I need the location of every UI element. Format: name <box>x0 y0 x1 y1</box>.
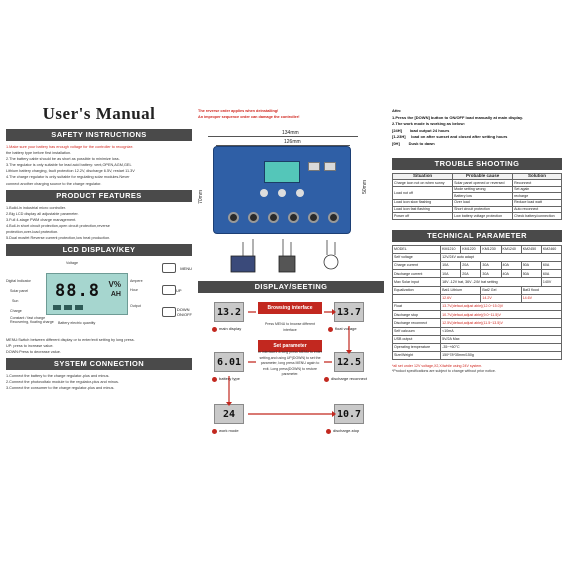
table-cell <box>393 294 441 302</box>
table-cell: Battery low <box>453 193 513 200</box>
attn-title: Attn: <box>392 108 402 113</box>
lcd-status-icons <box>53 305 123 311</box>
table-cell: Charge icon not on when sunny <box>393 180 453 187</box>
screen-discharge-stop: 10.7 <box>334 404 364 424</box>
wires <box>243 239 335 256</box>
screen-work-mode: 24 <box>214 404 244 424</box>
table-row <box>393 180 562 187</box>
table-header: Situation <box>393 173 453 180</box>
table-cell: 20A <box>461 262 481 270</box>
solar-icon <box>53 305 61 310</box>
table-cell: 13.7V(defaut,adjust able)(12.0~15.0)V <box>441 303 562 311</box>
table-cell: 14.2V <box>481 294 521 302</box>
key-note: DOWN:Press to decrease value. <box>6 350 61 355</box>
table-cell: Reduce load watt <box>513 199 562 206</box>
menu-button[interactable] <box>260 189 268 197</box>
features-heading: PRODUCT FEATURES <box>6 190 192 202</box>
caption-battery-type: battery type <box>212 376 240 381</box>
caption-main-display: main display <box>212 326 241 331</box>
right-column <box>392 100 562 475</box>
table-cell: Equalization <box>393 286 441 294</box>
table-cell: Low battery voltage protection <box>453 213 513 220</box>
controller-diagram <box>198 120 384 278</box>
lcd-unit-volt: V% <box>108 280 121 290</box>
warning-2: An improper sequence order can damage the controller! <box>198 115 300 120</box>
caption-discharge-stop: discharge-stop <box>326 428 359 433</box>
table-cell: 150*78*35mm/150g <box>441 352 562 360</box>
table-cell: 60A <box>541 270 561 278</box>
table-header: KM1230 <box>481 245 501 253</box>
feature-item: 2.Big LCD display all adjustable parameter. <box>6 211 79 216</box>
set-parameter-text: In interface1 & long press MENU to enter setting,and using UP(DOWN) to set the parameter, long press MENU again to exit. Long press(DOWN) to restore parameter. <box>258 350 322 377</box>
dim-top-line <box>208 136 358 137</box>
screen-battery-type: 6.01 <box>214 352 244 372</box>
attention-block <box>392 108 562 148</box>
down-button[interactable] <box>296 189 304 197</box>
lcd-screen <box>46 273 128 315</box>
table-row <box>393 270 562 278</box>
table-cell: 30A <box>481 262 501 270</box>
table-cell: 10.7V(defaut,adjust able)(9.0~11.5)V <box>441 311 562 319</box>
table-cell: 20A <box>461 270 481 278</box>
key-note: UP: press to increase value. <box>6 344 54 349</box>
dim-right: 50mm <box>362 180 368 195</box>
display-heading: DISPLAY/SEETING <box>198 281 384 293</box>
key-notes <box>6 337 192 355</box>
charge-label: Charge <box>10 309 22 314</box>
safety-heading: SAFETY INSTRUCTIONS <box>6 129 192 141</box>
trouble-table <box>392 173 562 220</box>
arrow-head-icon <box>226 402 232 406</box>
table-cell: recharge <box>513 193 562 200</box>
table-cell: 12.6V <box>441 294 481 302</box>
table-row <box>393 186 562 193</box>
safety-item: 4.The charge regulator is only suitable for regulating solar modules.Never <box>6 175 130 180</box>
screen-main-display: 13.2 <box>214 302 244 322</box>
arrow-head-icon <box>346 350 352 354</box>
up-key-label: UP <box>176 288 182 294</box>
table-row <box>393 335 562 343</box>
lcd-diagram <box>6 259 192 337</box>
dim-inner: 126mm <box>284 139 301 146</box>
table-cell: Max Solar input <box>393 278 441 286</box>
table-row <box>393 303 562 311</box>
table-cell: Discharge stop <box>393 311 441 319</box>
attn-line: [24H] load output 24 hours <box>392 127 450 133</box>
feature-item: 3.Full 4-stage PWM charge management. <box>6 217 77 222</box>
battery-capacity-label: Battery electric quantity <box>58 321 96 326</box>
table-header: Probable cause <box>453 173 513 180</box>
table-header: KM2450 <box>521 245 541 253</box>
table-cell: 5V/2A Max <box>441 335 562 343</box>
table-cell: 14.6V <box>521 294 561 302</box>
menu-key-icon[interactable] <box>162 263 176 273</box>
table-row <box>393 278 562 286</box>
feature-item: 5.Dual mosfet Reverse current protection,low heat production. <box>6 236 111 241</box>
arrow-lines <box>229 312 349 414</box>
table-cell: Load icon slow flashing <box>393 199 453 206</box>
table-cell: 30A <box>481 270 501 278</box>
table-header: KM2460 <box>541 245 561 253</box>
dim-top: 134mm <box>282 130 299 137</box>
caption-float-voltage: float voltage <box>328 326 357 331</box>
table-cell: -35~+60°C <box>441 343 562 351</box>
screen-discharge-reconnect: 12.5 <box>334 352 364 372</box>
sun-label: Sun <box>12 299 19 304</box>
table-header: KM1240 <box>501 245 521 253</box>
table-cell: Operating temperature <box>393 343 441 351</box>
table-header-row <box>393 173 562 180</box>
table-cell: Reconnect <box>513 180 562 187</box>
table-header: Solution <box>513 173 562 180</box>
lcd-heading: LCD DISPLAY/KEY <box>6 244 192 256</box>
output-label: Output <box>130 304 141 309</box>
tech-table <box>392 245 562 361</box>
table-cell: 18V -12V bat, 36V -24V bat setting <box>441 278 542 286</box>
solar-panel-label: Solar panel <box>10 289 29 294</box>
terminal-icon <box>268 212 279 223</box>
table-cell: Solar panel opened or reversed <box>453 180 513 187</box>
dim-left: 70mm <box>198 190 204 205</box>
usb-port-icon <box>324 162 336 171</box>
table-header-row <box>393 245 562 253</box>
connection-item: 2.Connect the photovoltaic module to the regulator-plus and minus. <box>6 380 119 385</box>
solar-panel-icon <box>231 256 255 272</box>
flow-arrows <box>198 296 384 456</box>
table-cell: 50A <box>521 270 541 278</box>
connection-item: 3.Connect the consumer to the charge regulator-plus and minus. <box>6 386 115 391</box>
safety-item: 2.The battery cable should be as short as possible to minimize loss. <box>6 157 120 162</box>
table-cell: Auto reconnect <box>513 206 562 213</box>
table-cell: 40A <box>501 270 521 278</box>
table-cell: 40A <box>501 262 521 270</box>
safety-item: the battery type before first installation. <box>6 151 72 156</box>
table-cell: Size/Weight <box>393 352 441 360</box>
feature-item: 1.Build-in industrial micro controller. <box>6 205 66 210</box>
manual-title: User's Manual <box>42 104 156 123</box>
controller-device <box>213 146 351 234</box>
connection-heading: SYSTEM CONNECTION <box>6 358 192 370</box>
safety-item: 1.Make sure your battery has enough voltage for the controller to recognize. <box>6 145 134 149</box>
table-cell: 12.5V(defaut,adjust able)(11.5~13.5)V <box>441 319 562 327</box>
table-cell: Mode setting wrong <box>453 186 513 193</box>
note-red: *all set under 12V voltage,X2,X4while using 24V system. <box>392 364 483 369</box>
table-row <box>393 213 562 220</box>
feature-item: 4.Buil-in short circuit protection,open circuit protection,reverse <box>6 223 110 228</box>
table-cell: Over load <box>453 199 513 206</box>
terminal-icon <box>248 212 259 223</box>
middle-column <box>198 100 384 475</box>
table-cell: 60A <box>541 262 561 270</box>
trouble-heading: TROUBLE SHOOTING <box>392 158 562 170</box>
table-cell: Power off <box>393 213 453 220</box>
up-key-icon[interactable] <box>162 285 176 295</box>
table-header: MODEL <box>393 245 441 253</box>
tech-heading: TECHNICAL PARAMETER <box>392 230 562 242</box>
table-cell: Bat2 Gel <box>481 286 521 294</box>
terminal-icon <box>228 212 239 223</box>
table-cell: Bat3 flood <box>521 286 561 294</box>
browsing-interface-text: Press MENU to browse different interface <box>265 322 315 332</box>
table-row <box>393 352 562 360</box>
table-row <box>393 262 562 270</box>
table-header: KM1210 <box>441 245 461 253</box>
down-key-label: DOWN ON/OFF <box>176 307 192 318</box>
controller-screen <box>264 161 300 183</box>
attn-line: 2.The work mode is working as below: <box>392 121 465 127</box>
table-header: KM1220 <box>461 245 481 253</box>
terminal-icon <box>288 212 299 223</box>
table-row <box>393 286 562 294</box>
voltage-label: Voltage <box>66 261 78 266</box>
table-row <box>393 294 562 302</box>
screen-float-voltage: 13.7 <box>334 302 364 322</box>
table-cell: Load icon fast flashing <box>393 206 453 213</box>
table-cell: Self calcuum <box>393 327 441 335</box>
connection-list <box>6 373 192 391</box>
lcd-digits: 88.8 <box>55 281 100 302</box>
arrow-head-icon <box>332 411 336 417</box>
usb-port-icon <box>308 162 320 171</box>
attn-line: 1.Press the [DOWN] button to ON/OFF load manually at main display. <box>392 114 524 120</box>
table-cell: Self voltage <box>393 253 441 261</box>
table-cell: 10A <box>441 270 461 278</box>
up-button[interactable] <box>278 189 286 197</box>
table-row <box>393 319 562 327</box>
table-cell: USB output <box>393 335 441 343</box>
safety-item: connect another charging source to the charge regulator. <box>6 181 102 186</box>
caption-work-mode: work mode <box>212 428 239 433</box>
table-cell: 50A <box>521 262 541 270</box>
terminal-icon <box>308 212 319 223</box>
table-row <box>393 199 562 206</box>
digit-indicator-label: Digital Indicator <box>6 279 31 284</box>
battery-icon <box>64 305 72 310</box>
safety-item: 3.The regulator is only suitable for lead acid battery: vent,OPEN,AGM,GEL <box>6 163 132 168</box>
table-cell: Float <box>393 303 441 311</box>
table-cell: Short circuit protection <box>453 206 513 213</box>
attn-line: [1-23H] load on after sunset and closed after setting hours <box>392 134 508 140</box>
key-note: MENU:Switch between different display or to enter/exit setting by long press. <box>6 338 135 343</box>
safety-list <box>6 144 192 187</box>
bulb-icon <box>324 255 338 269</box>
left-column <box>6 100 192 475</box>
browsing-interface-title: Browsing interface <box>258 302 322 314</box>
lcd-unit-ah: AH <box>110 291 121 299</box>
features-list <box>6 205 192 242</box>
safety-item: Lithium battery charging, fault protection 12.2V, discharge 6.5V, restart 11.3V <box>6 169 135 174</box>
table-cell: Discharge current <box>393 270 441 278</box>
connection-item: 1.Connect the battery to the charge regulator-plus and minus. <box>6 374 110 379</box>
settings-diagram <box>198 296 384 456</box>
table-cell: Bat1 Lithium <box>441 286 481 294</box>
hour-label: Hour <box>130 288 138 293</box>
wiring-diagram <box>213 236 363 276</box>
table-cell: 140V <box>541 278 561 286</box>
table-cell: Charge current <box>393 262 441 270</box>
table-cell: 10A <box>441 262 461 270</box>
table-row <box>393 253 562 261</box>
table-row <box>393 206 562 213</box>
table-cell: Set again <box>513 186 562 193</box>
table-cell: Discharge reconnect <box>393 319 441 327</box>
down-key-icon[interactable] <box>162 307 176 317</box>
attn-line: [0H] Dusk to dawn <box>392 140 435 146</box>
battery-icon <box>279 256 295 272</box>
warning-1: The reverse order applies when deinstalling! <box>198 109 279 113</box>
table-cell: <10mA <box>441 327 562 335</box>
table-cell: Load not off <box>393 186 453 199</box>
menu-key-label: MENU <box>180 266 192 272</box>
arrow-head-icon <box>332 309 336 315</box>
table-row <box>393 327 562 335</box>
table-row <box>393 343 562 351</box>
terminal-icon <box>328 212 339 223</box>
note-black: *Product specifications are subject to change without prior notice. <box>392 369 496 374</box>
ampere-label: Ampere <box>130 279 143 284</box>
table-cell: Check battery/connection <box>513 213 562 220</box>
caption-discharge-reconnect: discharge reconnect <box>324 376 367 381</box>
charge-modes-label: Constant / fast charge Recovering, floating charge <box>10 316 54 325</box>
table-row <box>393 311 562 319</box>
bulb-icon <box>75 305 83 310</box>
feature-item: protection,over-load protection. <box>6 230 59 235</box>
table-cell: 12V/24V auto adapt <box>441 253 562 261</box>
set-parameter-title: Set parameter <box>258 340 322 352</box>
